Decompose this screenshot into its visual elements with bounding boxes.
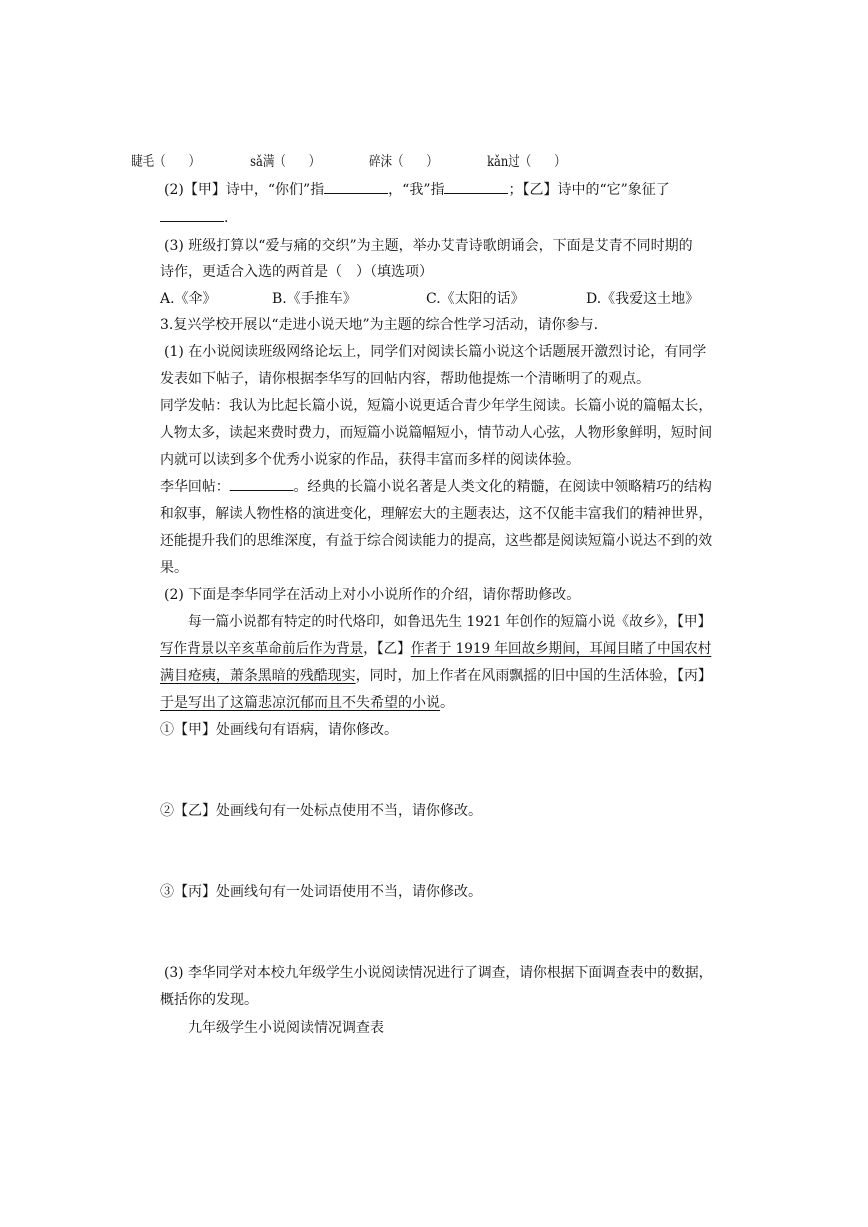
table-title: 九年级学生小说阅读情况调查表 (188, 1020, 384, 1036)
reply-blank[interactable] (230, 477, 294, 491)
s3-p2-line-1: 每一篇小说都有特定的时代烙印，如鲁迅先生 1921 年创作的短篇小说《故乡》，【甲】 (188, 614, 712, 630)
q2-blank-3[interactable] (160, 208, 224, 222)
pinyin-row (0, 152, 712, 172)
s3-p2-line-4 (160, 693, 454, 713)
q3-line-1: (3) 班级打算以“爱与痛的交织”为主题，举办艾青诗歌朗诵会，下面是艾青不同时期的 (164, 238, 693, 254)
pinyin-item-4: kǎn过（ ） (487, 154, 566, 170)
s3-p3-line-2: 概括你的发现。 (160, 992, 258, 1008)
pinyin-item-3: 碎沫（ ） (369, 154, 438, 170)
s3-p2-title: (2) 下面是李华同学在活动上对小小说所作的介绍，请你帮助修改。 (164, 587, 581, 603)
underline-yi-2: 满目疮痍，萧条黑暗的残酷现实 (160, 668, 356, 684)
reply-label: 李华回帖： (160, 479, 230, 495)
q3-option-d: D.《我爱这土地》 (586, 291, 700, 307)
underline-jia: 写作背景以辛亥革命前后作为背景 (160, 641, 364, 657)
s3-p3-line-1: (3) 李华同学对本校九年级学生小说阅读情况进行了调查，请你根据下面调查表中的数据， (164, 965, 713, 981)
answer-space-yi[interactable] (160, 825, 710, 875)
q3-option-a: A.《伞》 (160, 291, 217, 307)
reply-line-2: 和叙事，解读人物性格的演进变化，理解宏大的主题表达，这不仅能丰富我们的精神世界， (160, 506, 713, 522)
question-yi: ②【乙】处画线句有一处标点使用不当，请你修改。 (160, 803, 482, 819)
q2-text-a: (2)【甲】诗中，“你们”指 (164, 182, 325, 198)
s3-p2-line-2 (160, 639, 711, 659)
post-line-2: 人物太多，读起来费时费力，而短篇小说篇幅短小，情节动人心弦，人物形象鲜明，短时间 (160, 425, 713, 441)
q2-line-1 (164, 180, 670, 200)
answer-space-bing[interactable] (160, 906, 710, 956)
s3-p2-line-3-rest: ，同时，加上作者在风雨飘摇的旧中国的生活体验，【丙】 (355, 668, 712, 684)
q2-line-2 (160, 208, 228, 228)
s3-p2-line-3 (160, 666, 712, 686)
reply-line-1 (160, 477, 712, 497)
pinyin-item-1: 睫毛（ ） (131, 154, 201, 170)
s3-p2-line-4-rest: 。 (440, 695, 454, 711)
q2-end: . (224, 210, 229, 226)
s3-p1-line-1: (1) 在小说阅读班级网络论坛上，同学们对阅读长篇小说这个话题展开激烈讨论，有同学 (164, 344, 707, 360)
section3-title: 3.复兴学校开展以“走进小说天地”为主题的综合性学习活动，请你参与. (160, 317, 599, 333)
question-bing: ③【丙】处画线句有一处词语使用不当，请你修改。 (160, 884, 482, 900)
q3-option-b: B.《手推车》 (272, 291, 357, 307)
pinyin-item-2: sǎ满（ ） (250, 154, 321, 170)
reply-line-4: 果。 (160, 560, 188, 576)
underline-yi-1: 作者于 1919 年回故乡期间，耳闻目睹了中国农村 (410, 641, 712, 657)
q2-blank-1[interactable] (324, 180, 388, 194)
mark-yi: ，【乙】 (363, 641, 411, 657)
q2-text-c: ；【乙】诗中的“它”象征了 (508, 182, 670, 198)
q3-option-c: C.《太阳的话》 (426, 291, 525, 307)
s3-p1-line-2: 发表如下帖子，请你根据李华写的回帖内容，帮助他提炼一个清晰明了的观点。 (160, 371, 650, 387)
reply-text: 。经典的长篇小说名著是人类文化的精髓，在阅读中领略精巧的结构 (293, 479, 712, 495)
post-line-1: 同学发帖：我认为比起长篇小说，短篇小说更适合青少年学生阅读。长篇小说的篇幅太长， (160, 398, 713, 414)
reply-line-3: 还能提升我们的思维深度，有益于综合阅读能力的提高，这些都是阅读短篇小说达不到的效 (160, 533, 713, 549)
post-line-3: 内就可以读到多个优秀小说家的作品，获得丰富而多样的阅读体验。 (160, 452, 580, 468)
underline-bing: 于是写出了这篇悲凉沉郁而且不失希望的小说 (160, 695, 440, 711)
q2-blank-2[interactable] (444, 180, 508, 194)
answer-space-jia[interactable] (160, 744, 710, 794)
question-jia: ①【甲】处画线句有语病，请你修改。 (160, 722, 398, 738)
q3-line-2: 诗作，更适合入选的两首是（ ）（填选项） (160, 264, 433, 280)
q2-text-b: ，“我”指 (388, 182, 445, 198)
